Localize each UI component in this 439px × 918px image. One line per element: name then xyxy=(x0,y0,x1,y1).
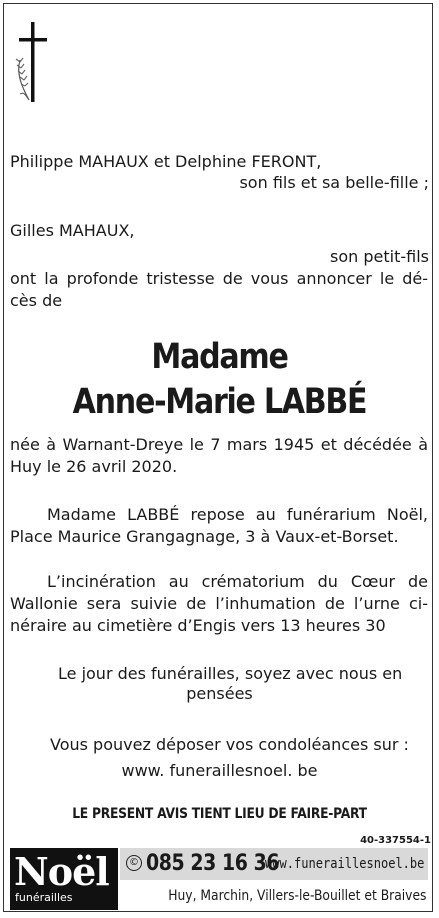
logo-word: Noël xyxy=(14,849,109,894)
condolence-line-1: Vous pouvez déposer vos condoléances sur : xyxy=(50,735,409,754)
funeral-home-footer xyxy=(10,848,428,910)
paragraph-line: née à Warnant-Dreye le 7 mars 1945 et décédée à xyxy=(10,435,428,454)
paragraph-line: néraire au cimetière d’Engis vers 13 heures 30 xyxy=(10,616,386,635)
condolence-link[interactable]: www. funeraillesnoel. be xyxy=(121,761,318,780)
deceased-name: Anne-Marie LABBÉ xyxy=(72,382,367,422)
website-link[interactable]: www.funeraillesnoel.be xyxy=(264,856,424,872)
deceased-title: Madame xyxy=(151,337,288,377)
notice-text: LE PRESENT AVIS TIENT LIEU DE FAIRE-PART xyxy=(72,806,367,822)
announcement xyxy=(10,268,428,312)
birth-paragraph xyxy=(10,434,428,478)
phone-number[interactable]: 085 23 16 36 xyxy=(146,851,280,876)
contact-bar xyxy=(120,848,428,880)
locations: Huy, Marchin, Villers-le-Bouillet et Braives xyxy=(167,888,426,904)
funeral-line-2: pensées xyxy=(186,684,253,703)
rest-paragraph xyxy=(10,504,428,548)
phone-icon: © xyxy=(126,855,142,871)
cross-with-wheat-icon xyxy=(12,22,52,104)
paragraph-line: L’incinération au crématorium du Cœur de xyxy=(47,572,428,591)
paragraph-line: Wallonie sera suivie de l’inhumation de l’urne ci- xyxy=(10,594,428,613)
paragraph-line: Place Maurice Grangagnage, 3 à Vaux-et-Borset. xyxy=(10,527,399,546)
noel-logo xyxy=(10,848,118,910)
funeral-line-1: Le jour des funérailles, soyez avec nous en xyxy=(58,664,403,683)
reference-number: 40-337554-1 xyxy=(360,835,431,846)
announcement-line: ont la profonde tristesse de vous annoncer le dé- xyxy=(10,269,428,288)
mourner-2-relation: son petit-fils xyxy=(330,247,429,266)
mourner-1: Philippe MAHAUX et Delphine FERONT, xyxy=(10,152,322,171)
mourner-1-relation: son fils et sa belle-fille ; xyxy=(239,173,429,192)
paragraph-line: Huy le 26 avril 2020. xyxy=(10,457,178,476)
mourner-2: Gilles MAHAUX, xyxy=(10,221,135,240)
announcement-line: cès de xyxy=(10,291,63,310)
paragraph-line: Madame LABBÉ repose au funérarium Noël, xyxy=(47,505,428,524)
logo-subtitle: funérailles xyxy=(15,891,73,904)
cremation-paragraph xyxy=(10,571,428,637)
